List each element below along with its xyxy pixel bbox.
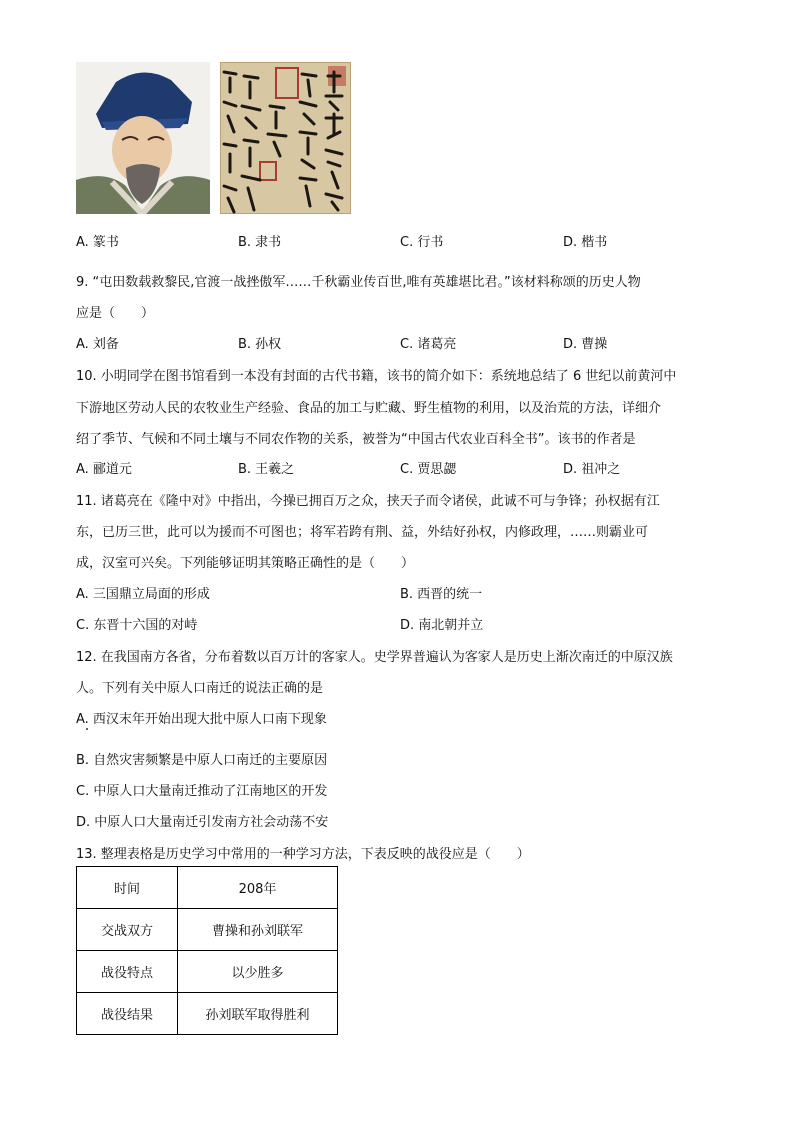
q10-stem-line3: 绍了季节、气候和不同土壤与不同农作物的关系，被誉为“中国古代农业百科全书”。该书的作者是 bbox=[76, 432, 636, 447]
q10-stem-line2: 下游地区劳动人民的农牧业生产经验、食品的加工与贮藏、野生植物的利用，以及治荒的方法，详细介 bbox=[76, 401, 662, 416]
table-cell-label: 战役结果 bbox=[77, 993, 178, 1035]
q11-stem-line1: 11. 诸葛亮在《隆中对》中指出，今操已拥百万之众，挟天子而令诸侯，此诚不可与争锋；孙权据有江 bbox=[76, 494, 660, 509]
q9-option-c: C. 诸葛亮 bbox=[400, 337, 457, 352]
q11-option-d: D. 南北朝并立 bbox=[400, 618, 484, 633]
table-cell-value: 曹操和孙刘联军 bbox=[178, 909, 338, 951]
q12-option-b: B. 自然灾害频繁是中原人口南迁的主要原因 bbox=[76, 753, 328, 768]
q8-option-d: D. 楷书 bbox=[563, 235, 608, 250]
portrait-image bbox=[76, 62, 210, 214]
q11-option-c: C. 东晋十六国的对峙 bbox=[76, 618, 198, 633]
q11-option-b: B. 西晋的统一 bbox=[400, 587, 483, 602]
q8-option-a: A. 篆书 bbox=[76, 235, 119, 250]
q10-option-b: B. 王羲之 bbox=[238, 462, 295, 477]
q13-stem-line1: 13. 整理表格是历史学习中常用的一种学习方法，下表反映的战役应是（ ） bbox=[76, 847, 530, 862]
q11-option-a: A. 三国鼎立局面的形成 bbox=[76, 587, 210, 602]
q12-stem-line2: 人。下列有关中原人口南迁的说法正确的是 bbox=[76, 681, 324, 696]
q9-stem-line2: 应是（ ） bbox=[76, 306, 155, 321]
table-cell-label: 战役特点 bbox=[77, 951, 178, 993]
q9-option-d: D. 曹操 bbox=[563, 337, 608, 352]
table-row bbox=[77, 867, 338, 909]
q11-stem-line3: 成，汉室可兴矣。下列能够证明其策略正确性的是（ ） bbox=[76, 556, 415, 571]
calligraphy-image bbox=[220, 62, 351, 214]
q12-option-a: A. 西汉末年开始出现大批中原人口南下现象 bbox=[76, 712, 327, 727]
q8-option-b: B. 隶书 bbox=[238, 235, 282, 250]
q12-option-c: C. 中原人口大量南迁推动了江南地区的开发 bbox=[76, 784, 328, 799]
q11-stem-line2: 东，已历三世，此可以为援而不可图也；将军若跨有荆、益，外结好孙权，内修政理，……则霸业可 bbox=[76, 525, 649, 540]
table-cell-value: 孙刘联军取得胜利 bbox=[178, 993, 338, 1035]
q9-option-a: A. 刘备 bbox=[76, 337, 119, 352]
table-row bbox=[77, 909, 338, 951]
battle-table bbox=[76, 866, 338, 1035]
q9-option-b: B. 孙权 bbox=[238, 337, 282, 352]
q10-option-d: D. 祖冲之 bbox=[563, 462, 621, 477]
stray-dot bbox=[86, 728, 88, 730]
q10-option-a: A. 郦道元 bbox=[76, 462, 132, 477]
table-cell-value: 208年 bbox=[178, 867, 338, 909]
table-cell-label: 交战双方 bbox=[77, 909, 178, 951]
q10-stem-line1: 10. 小明同学在图书馆看到一本没有封面的古代书籍，该书的简介如下：系统地总结了 6 世纪以前黄河中 bbox=[76, 369, 677, 384]
q12-option-d: D. 中原人口大量南迁引发南方社会动荡不安 bbox=[76, 815, 329, 830]
q9-stem-line1: 9. “屯田数载救黎民,官渡一战挫傲军……千秋霸业传百世,唯有英雄堪比君。”该材料称颂的历史人物 bbox=[76, 275, 641, 290]
table-cell-value: 以少胜多 bbox=[178, 951, 338, 993]
table-row bbox=[77, 993, 338, 1035]
table-row bbox=[77, 951, 338, 993]
q12-stem-line1: 12. 在我国南方各省，分布着数以百万计的客家人。史学界普遍认为客家人是历史上渐次南迁的中原汉族 bbox=[76, 650, 673, 665]
table-cell-label: 时间 bbox=[77, 867, 178, 909]
q10-option-c: C. 贾思勰 bbox=[400, 462, 457, 477]
q8-option-c: C. 行书 bbox=[400, 235, 444, 250]
